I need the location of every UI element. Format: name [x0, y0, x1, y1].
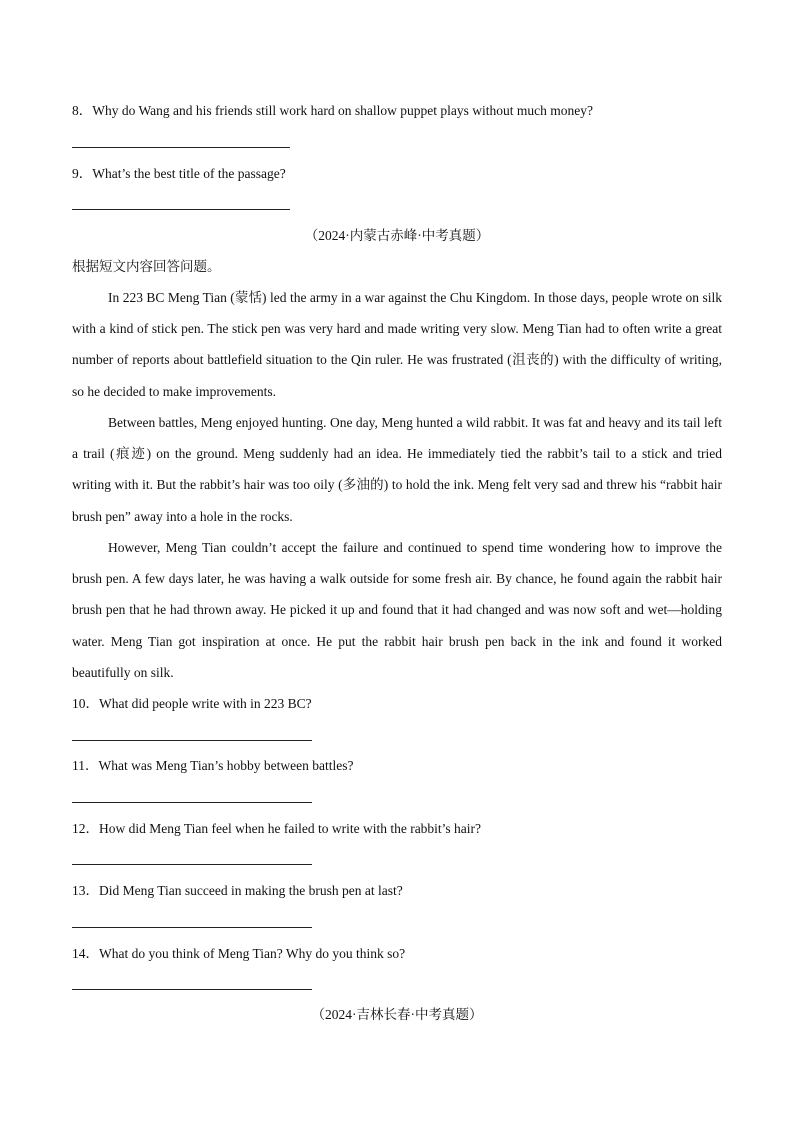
question-8 — [72, 102, 593, 120]
question-number: 11． — [72, 758, 99, 773]
answer-line-14[interactable] — [72, 989, 312, 990]
question-11 — [72, 757, 353, 775]
question-number: 12． — [72, 821, 99, 836]
question-text: What did people write with in 223 BC? — [99, 696, 312, 711]
answer-line-12[interactable] — [72, 864, 312, 865]
question-number: 13． — [72, 883, 99, 898]
question-number: 8． — [72, 103, 93, 118]
question-number: 14． — [72, 946, 99, 961]
instruction: 根据短文内容回答问题。 — [72, 259, 221, 274]
passage-paragraph-2: Between battles, Meng enjoyed hunting. One day, Meng hunted a wild rabbit. It was fat and heavy and its tail left a trail (痕迹) on the ground. Meng suddenly had an idea. He immediately tied the rabbit’s tail to a stick and tried writing with it. But the rabbit’s hair was too oily (多油的) to hold the ink. Meng felt very sad and threw his “rabbit hair brush pen” away into a hole in the rocks. — [72, 415, 722, 524]
question-text: How did Meng Tian feel when he failed to write with the rabbit’s hair? — [99, 821, 482, 836]
question-9 — [72, 165, 286, 183]
answer-line-8[interactable] — [72, 147, 290, 148]
question-text: Why do Wang and his friends still work hard on shallow puppet plays without much money? — [92, 103, 593, 118]
source-citation: （2024·吉林长春·中考真题） — [311, 1007, 483, 1022]
answer-line-13[interactable] — [72, 927, 312, 928]
question-text: Did Meng Tian succeed in making the brush pen at last? — [99, 883, 403, 898]
answer-line-10[interactable] — [72, 740, 312, 741]
passage-paragraph-3: However, Meng Tian couldn’t accept the failure and continued to spend time wondering how to improve the brush pen. A few days later, he was having a walk outside for some fresh air. By chance, he found again the rabbit hair brush pen that he had thrown away. He picked it up and found that it had changed and was now soft and wet—holding water. Meng Tian got inspiration at once. He put the rabbit hair brush pen back in the ink and found it worked beautifully on silk. — [72, 540, 722, 680]
question-10 — [72, 695, 312, 713]
source-citation: （2024·内蒙古赤峰·中考真题） — [304, 228, 490, 243]
question-text: What was Meng Tian’s hobby between battles? — [98, 758, 354, 773]
question-13 — [72, 882, 403, 900]
answer-line-11[interactable] — [72, 802, 312, 803]
question-number: 10． — [72, 696, 99, 711]
question-number: 9． — [72, 166, 93, 181]
question-14 — [72, 945, 405, 963]
question-12 — [72, 820, 481, 838]
question-text: What do you think of Meng Tian? Why do you think so? — [99, 946, 406, 961]
passage-paragraph-1: In 223 BC Meng Tian (蒙恬) led the army in a war against the Chu Kingdom. In those days, people wrote on silk with a kind of stick pen. The stick pen was very hard and made writing very slow. Meng Tian had to often write a great number of reports about battlefield situation to the Qin ruler. He was frustrated (沮丧的) with the difficulty of writing, so he decided to make improvements. — [72, 290, 722, 399]
answer-line-9[interactable] — [72, 209, 290, 210]
question-text: What’s the best title of the passage? — [92, 166, 286, 181]
